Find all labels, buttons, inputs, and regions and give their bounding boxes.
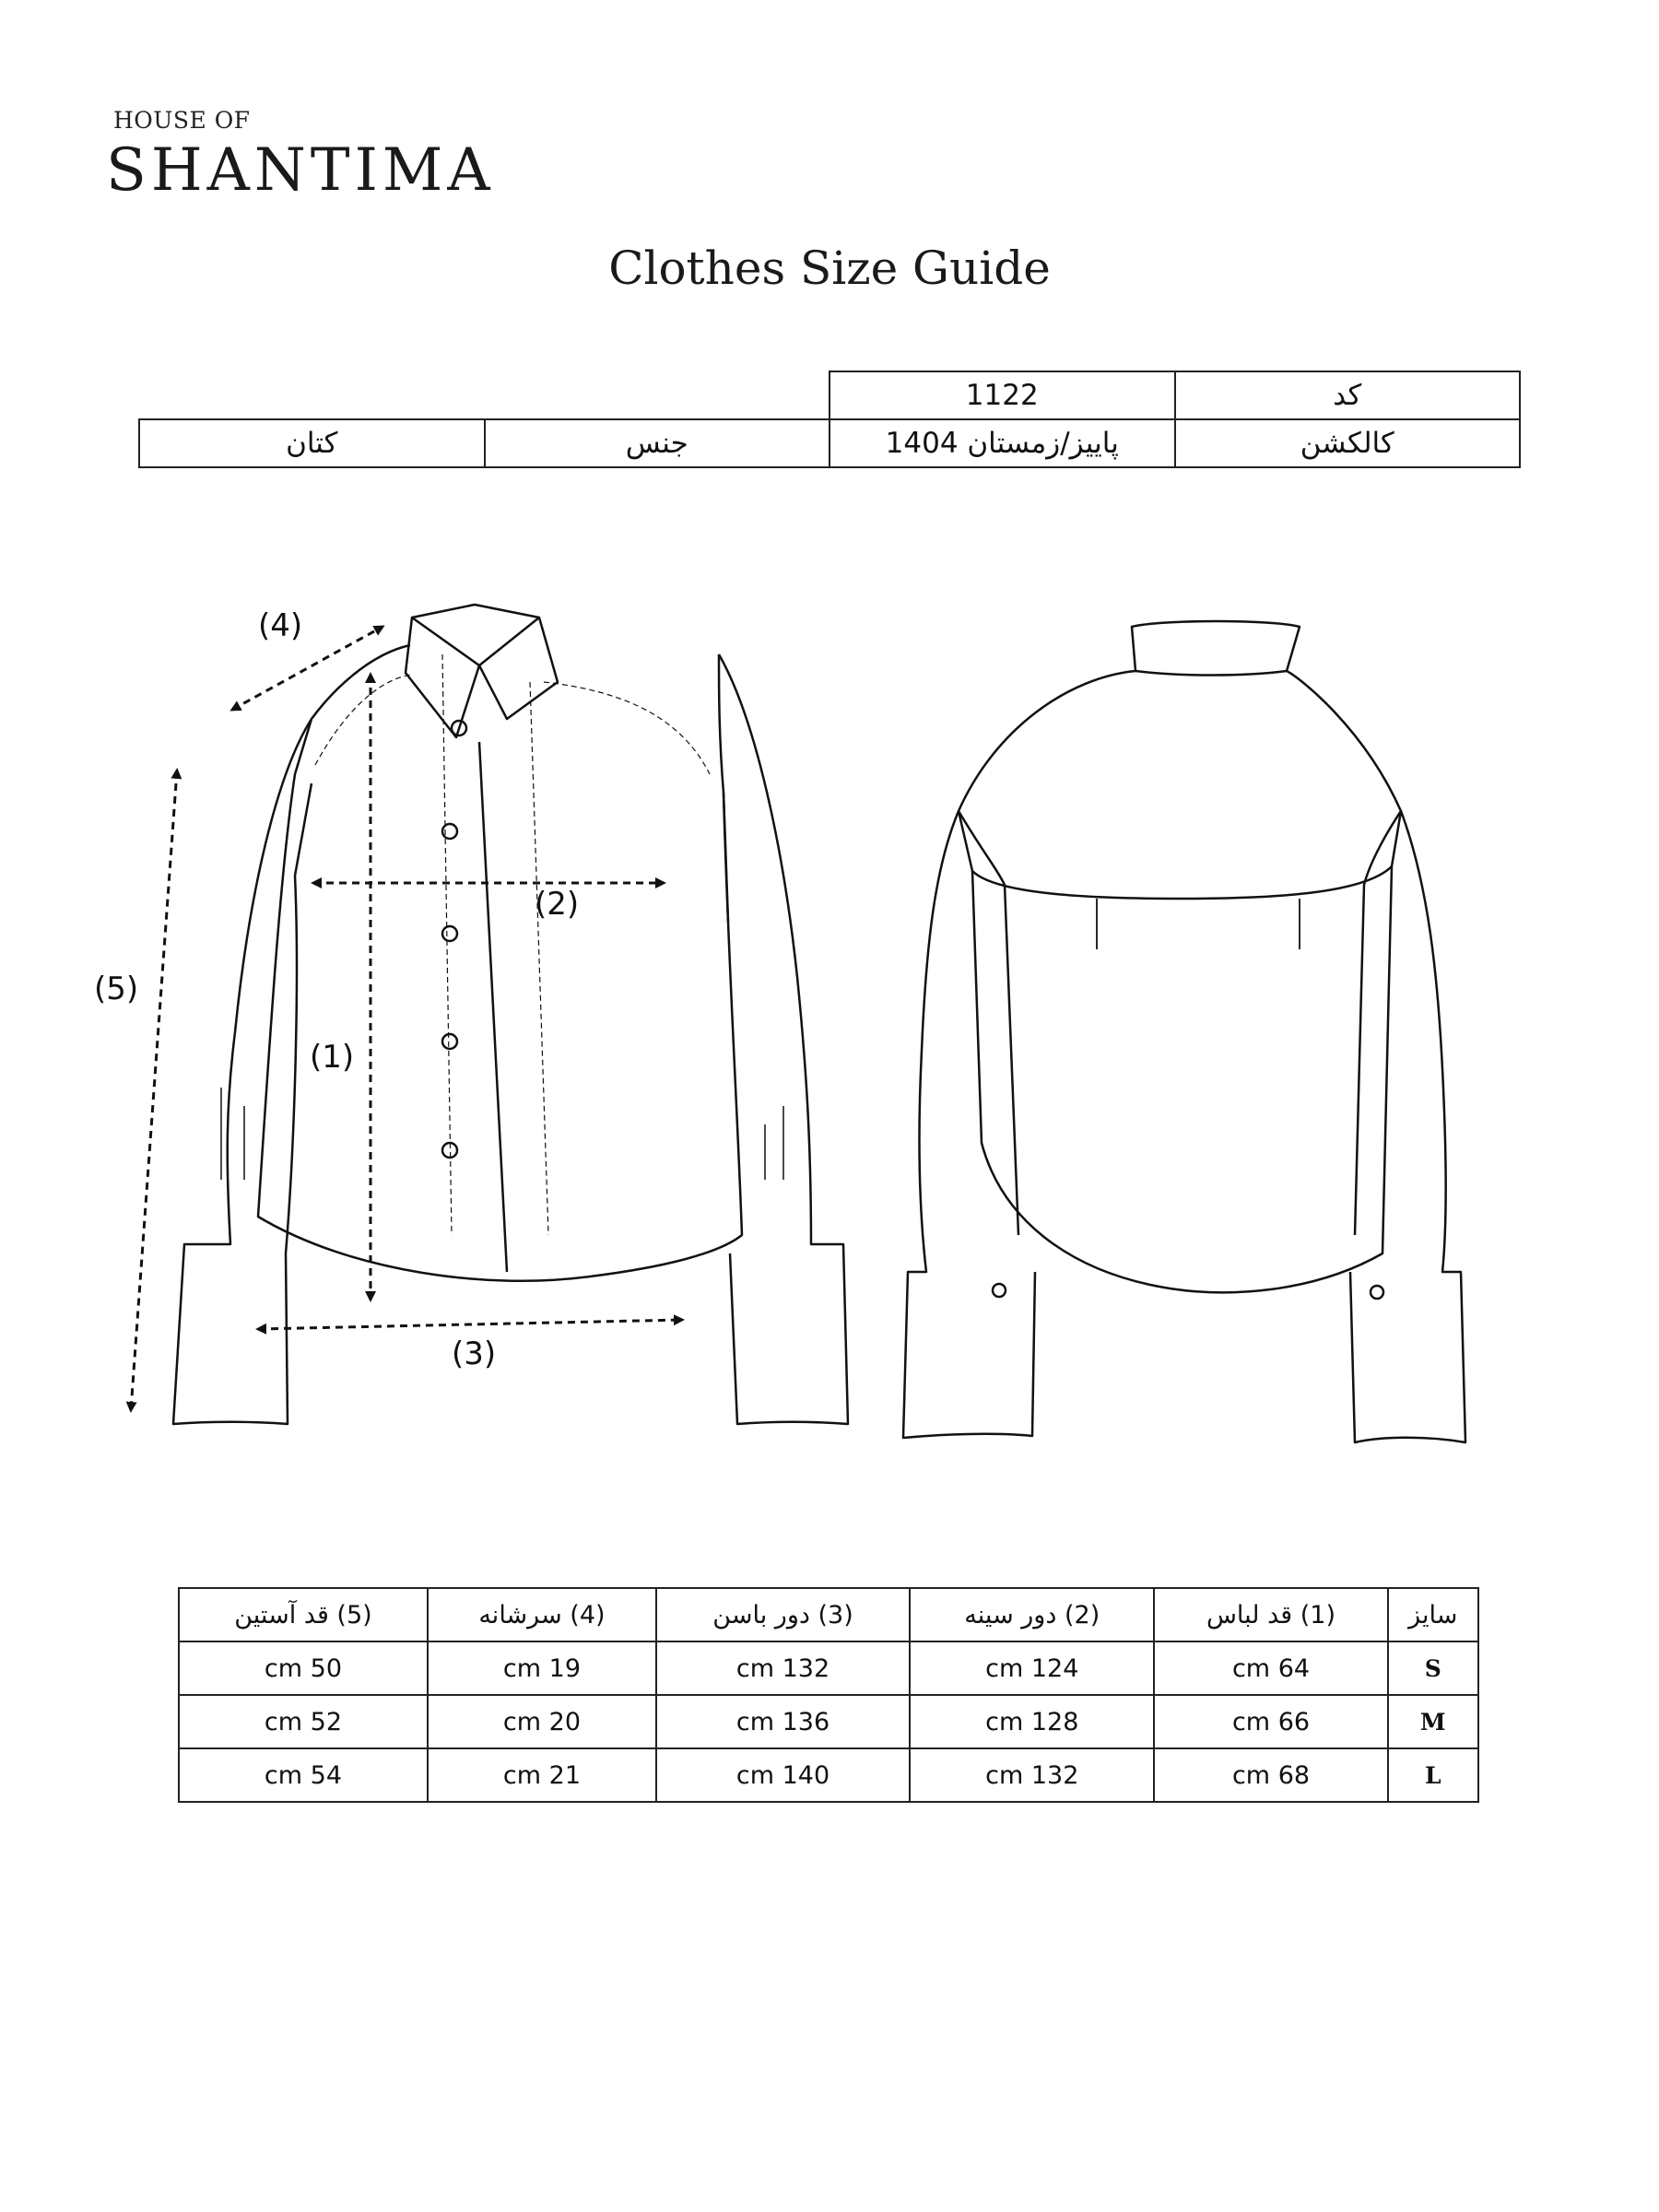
- table-cell: 54 cm: [179, 1748, 428, 1802]
- size-label: M: [1388, 1695, 1478, 1748]
- size-table-header: (1) قد لباس: [1154, 1588, 1387, 1641]
- table-cell: 124 cm: [910, 1641, 1154, 1695]
- shirt-technical-drawing: [74, 590, 1512, 1456]
- code-value: 1122: [830, 371, 1175, 419]
- size-table-header: سایز: [1388, 1588, 1478, 1641]
- table-cell: 64 cm: [1154, 1641, 1387, 1695]
- table-cell: 19 cm: [428, 1641, 656, 1695]
- table-row: [179, 1748, 1478, 1802]
- table-cell: 132 cm: [656, 1641, 910, 1695]
- table-cell: 20 cm: [428, 1695, 656, 1748]
- table-row: [179, 1641, 1478, 1695]
- table-row: [179, 1695, 1478, 1748]
- size-table-header: (3) دور باسن: [656, 1588, 910, 1641]
- info-row-code: [139, 371, 1520, 419]
- size-table-header: (2) دور سینه: [910, 1588, 1154, 1641]
- page-title: Clothes Size Guide: [608, 241, 1051, 295]
- table-cell: 50 cm: [179, 1641, 428, 1695]
- measurement-arrows: [131, 627, 682, 1410]
- empty-cell: [139, 371, 485, 419]
- info-row-collection: [139, 419, 1520, 467]
- table-cell: 21 cm: [428, 1748, 656, 1802]
- collection-value: پاییز/زمستان 1404: [830, 419, 1175, 467]
- table-cell: 66 cm: [1154, 1695, 1387, 1748]
- size-label: L: [1388, 1748, 1478, 1802]
- table-cell: 68 cm: [1154, 1748, 1387, 1802]
- material-value: کتان: [139, 419, 485, 467]
- size-label: S: [1388, 1641, 1478, 1695]
- table-cell: 128 cm: [910, 1695, 1154, 1748]
- measure-label-1: (1): [310, 1039, 355, 1076]
- measure-label-4: (4): [258, 607, 303, 644]
- brand-logo: [106, 107, 495, 205]
- product-info-table: [138, 371, 1521, 468]
- size-chart-table: [178, 1587, 1479, 1803]
- empty-cell: [485, 371, 830, 419]
- collection-label: کالکشن: [1175, 419, 1521, 467]
- table-cell: 140 cm: [656, 1748, 910, 1802]
- code-label: کد: [1175, 371, 1521, 419]
- measure-label-5: (5): [94, 971, 139, 1007]
- shirt-front-view: [173, 605, 848, 1424]
- shirt-back-view: [903, 621, 1465, 1442]
- table-cell: 136 cm: [656, 1695, 910, 1748]
- measure-label-2: (2): [535, 886, 580, 923]
- brand-name: SHANTIMA: [106, 136, 495, 205]
- size-table-header: (4) سرشانه: [428, 1588, 656, 1641]
- brand-prefix: HOUSE OF: [113, 107, 251, 134]
- table-cell: 52 cm: [179, 1695, 428, 1748]
- material-label: جنس: [485, 419, 830, 467]
- size-table-header-row: [179, 1588, 1478, 1641]
- table-cell: 132 cm: [910, 1748, 1154, 1802]
- measure-label-3: (3): [452, 1335, 497, 1372]
- size-table-header: (5) قد آستین: [179, 1588, 428, 1641]
